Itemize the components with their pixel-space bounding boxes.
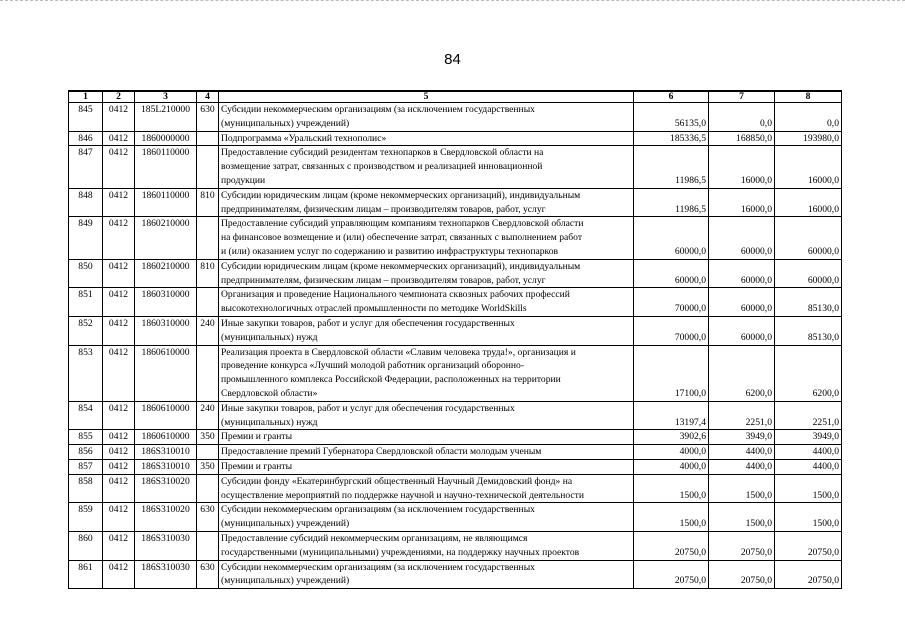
table-row xyxy=(69,131,842,146)
amount-col-6: 4000,0 xyxy=(634,459,709,474)
amount-col-7: 3949,0 xyxy=(709,430,775,445)
amount-col-6: 56135,0 xyxy=(634,103,709,132)
item-description xyxy=(219,503,634,532)
amount-col-7: 4400,0 xyxy=(709,445,775,460)
table-row xyxy=(69,259,842,288)
amount-col-6: 13197,4 xyxy=(634,401,709,430)
amount-col-6: 20750,0 xyxy=(634,531,709,560)
table-row xyxy=(69,345,842,401)
amount-col-8: 20750,0 xyxy=(775,560,842,589)
expense-type-code: 630 xyxy=(197,503,219,532)
description-line: Иные закупки товаров, работ и услуг для обеспечения государственных xyxy=(221,317,515,329)
amount-col-6: 70000,0 xyxy=(634,316,709,345)
amount-col-7: 168850,0 xyxy=(709,131,775,146)
description-line: и (или) оказанием услуг по содержанию и развитию инфраструктуры технопарков xyxy=(221,245,559,257)
row-number: 857 xyxy=(69,459,103,474)
amount-col-8: 16000,0 xyxy=(775,188,842,217)
header-row xyxy=(69,91,842,103)
description-line: Субсидии некоммерческим организациям (за исключением государственных xyxy=(221,504,535,516)
section-code: 0412 xyxy=(103,345,135,401)
description-line: проведение конкурса «Лучший молодой работник организаций оборонно- xyxy=(221,360,525,372)
amount-col-7: 1500,0 xyxy=(709,474,775,503)
amount-col-7: 2251,0 xyxy=(709,401,775,430)
target-article-code: 186S310010 xyxy=(135,459,197,474)
description-line: (муниципальных) учреждений) xyxy=(221,117,350,129)
target-article-code: 1860610000 xyxy=(135,430,197,445)
table-row xyxy=(69,103,842,132)
row-number: 848 xyxy=(69,188,103,217)
amount-col-8: 193980,0 xyxy=(775,131,842,146)
description-line: Предоставление субсидий некоммерческим организациям, не являющимся xyxy=(221,532,528,544)
row-number: 856 xyxy=(69,445,103,460)
row-number: 858 xyxy=(69,474,103,503)
description-line: Организация и проведение Национального чемпионата сквозных рабочих профессий xyxy=(221,289,570,301)
item-description xyxy=(219,531,634,560)
section-code: 0412 xyxy=(103,459,135,474)
section-code: 0412 xyxy=(103,503,135,532)
row-number: 853 xyxy=(69,345,103,401)
amount-col-7: 16000,0 xyxy=(709,188,775,217)
row-number: 861 xyxy=(69,560,103,589)
table-row xyxy=(69,560,842,589)
item-description xyxy=(219,560,634,589)
table-row xyxy=(69,445,842,460)
row-number: 845 xyxy=(69,103,103,132)
amount-col-8: 3949,0 xyxy=(775,430,842,445)
amount-col-6: 1500,0 xyxy=(634,503,709,532)
item-description xyxy=(219,146,634,188)
amount-col-8: 85130,0 xyxy=(775,316,842,345)
table-row xyxy=(69,146,842,188)
item-description xyxy=(219,259,634,288)
target-article-code: 1860310000 xyxy=(135,316,197,345)
target-article-code: 186S310020 xyxy=(135,503,197,532)
description-line: промышленного комплекса Российской Федерации, расположенных на территории xyxy=(221,374,561,386)
item-description xyxy=(219,316,634,345)
amount-col-6: 60000,0 xyxy=(634,259,709,288)
amount-col-8: 4400,0 xyxy=(775,445,842,460)
section-code: 0412 xyxy=(103,146,135,188)
description-line: Премии и гранты xyxy=(221,460,293,472)
amount-col-8: 1500,0 xyxy=(775,474,842,503)
amount-col-8: 1500,0 xyxy=(775,503,842,532)
target-article-code: 1860110000 xyxy=(135,188,197,217)
item-description xyxy=(219,474,634,503)
table-row xyxy=(69,503,842,532)
amount-col-7: 60000,0 xyxy=(709,217,775,259)
budget-table xyxy=(68,90,842,589)
description-line: Субсидии некоммерческим организациям (за исключением государственных xyxy=(221,104,535,115)
column-header: 6 xyxy=(634,91,709,103)
amount-col-7: 6200,0 xyxy=(709,345,775,401)
amount-col-6: 185336,5 xyxy=(634,131,709,146)
description-line: на финансовое возмещение и (или) обеспечение затрат, связанных с выполнением работ xyxy=(221,232,583,244)
expense-type-code xyxy=(197,474,219,503)
amount-col-7: 1500,0 xyxy=(709,503,775,532)
amount-col-6: 11986,5 xyxy=(634,188,709,217)
expense-type-code xyxy=(197,345,219,401)
item-description xyxy=(219,103,634,132)
amount-col-7: 20750,0 xyxy=(709,560,775,589)
target-article-code: 1860610000 xyxy=(135,401,197,430)
target-article-code: 186S310010 xyxy=(135,445,197,460)
description-line: Подпрограмма «Уральский технополис» xyxy=(221,132,387,144)
target-article-code: 1860310000 xyxy=(135,288,197,317)
column-header: 5 xyxy=(219,91,634,103)
row-number: 859 xyxy=(69,503,103,532)
target-article-code: 1860610000 xyxy=(135,345,197,401)
amount-col-7: 16000,0 xyxy=(709,146,775,188)
table-row xyxy=(69,459,842,474)
description-line: Субсидии юридическим лицам (кроме некоммерческих организаций), индивидуальным xyxy=(221,260,581,272)
amount-col-8: 16000,0 xyxy=(775,146,842,188)
row-number: 847 xyxy=(69,146,103,188)
page-number: 84 xyxy=(444,51,461,68)
target-article-code: 186S310030 xyxy=(135,531,197,560)
item-description xyxy=(219,401,634,430)
expense-type-code xyxy=(197,146,219,188)
column-header: 7 xyxy=(709,91,775,103)
amount-col-8: 60000,0 xyxy=(775,217,842,259)
description-line: Иные закупки товаров, работ и услуг для обеспечения государственных xyxy=(221,402,515,414)
page-edge xyxy=(0,0,905,2)
table-body xyxy=(69,103,842,589)
target-article-code: 1860210000 xyxy=(135,217,197,259)
description-line: (муниципальных) нужд xyxy=(221,416,318,428)
row-number: 846 xyxy=(69,131,103,146)
row-number: 849 xyxy=(69,217,103,259)
expense-type-code xyxy=(197,445,219,460)
column-header: 1 xyxy=(69,91,103,103)
amount-col-8: 6200,0 xyxy=(775,345,842,401)
target-article-code: 1860210000 xyxy=(135,259,197,288)
amount-col-7: 60000,0 xyxy=(709,259,775,288)
expense-type-code: 350 xyxy=(197,459,219,474)
expense-type-code xyxy=(197,217,219,259)
section-code: 0412 xyxy=(103,401,135,430)
column-header: 2 xyxy=(103,91,135,103)
row-number: 855 xyxy=(69,430,103,445)
description-line: Предоставление субсидий управляющим компаниям технопарков Свердловской области xyxy=(221,218,584,230)
description-line: высокотехнологичных отраслей промышленности по методике WorldSkills xyxy=(221,303,527,315)
expense-type-code: 240 xyxy=(197,316,219,345)
table-row xyxy=(69,316,842,345)
table-row xyxy=(69,217,842,259)
table-row xyxy=(69,288,842,317)
row-number: 860 xyxy=(69,531,103,560)
target-article-code: 186S310030 xyxy=(135,560,197,589)
description-line: (муниципальных) учреждений) xyxy=(221,575,350,587)
table-row xyxy=(69,474,842,503)
section-code: 0412 xyxy=(103,316,135,345)
section-code: 0412 xyxy=(103,560,135,589)
table-row xyxy=(69,430,842,445)
target-article-code: 1860000000 xyxy=(135,131,197,146)
amount-col-8: 60000,0 xyxy=(775,259,842,288)
description-line: возмещение затрат, связанных с производством и реализацией инновационной xyxy=(221,161,543,173)
description-line: Предоставление премий Губернатора Свердловской области молодым ученым xyxy=(221,446,542,458)
amount-col-6: 17100,0 xyxy=(634,345,709,401)
amount-col-6: 4000,0 xyxy=(634,445,709,460)
expense-type-code: 630 xyxy=(197,103,219,132)
description-line: (муниципальных) нужд xyxy=(221,331,318,343)
amount-col-8: 85130,0 xyxy=(775,288,842,317)
table-row xyxy=(69,531,842,560)
row-number: 851 xyxy=(69,288,103,317)
amount-col-8: 4400,0 xyxy=(775,459,842,474)
amount-col-8: 2251,0 xyxy=(775,401,842,430)
column-header: 3 xyxy=(135,91,197,103)
amount-col-6: 1500,0 xyxy=(634,474,709,503)
item-description xyxy=(219,131,634,146)
expense-type-code: 630 xyxy=(197,560,219,589)
section-code: 0412 xyxy=(103,474,135,503)
item-description xyxy=(219,188,634,217)
amount-col-7: 20750,0 xyxy=(709,531,775,560)
amount-col-7: 4400,0 xyxy=(709,459,775,474)
expense-type-code xyxy=(197,531,219,560)
item-description xyxy=(219,217,634,259)
expense-type-code xyxy=(197,288,219,317)
description-line: государственными (муниципальными) учреждениями, на поддержку научных проектов xyxy=(221,546,580,558)
section-code: 0412 xyxy=(103,288,135,317)
section-code: 0412 xyxy=(103,531,135,560)
description-line: продукции xyxy=(221,174,266,186)
column-header: 4 xyxy=(197,91,219,103)
expense-type-code xyxy=(197,131,219,146)
target-article-code: 186S310020 xyxy=(135,474,197,503)
table-row xyxy=(69,401,842,430)
section-code: 0412 xyxy=(103,430,135,445)
item-description xyxy=(219,345,634,401)
description-line: Свердловской области» xyxy=(221,387,318,399)
description-line: (муниципальных) учреждений) xyxy=(221,518,350,530)
description-line: Субсидии юридическим лицам (кроме некоммерческих организаций), индивидуальным xyxy=(221,189,581,201)
section-code: 0412 xyxy=(103,445,135,460)
description-line: осуществление мероприятий по поддержке научной и научно-технической деятельности xyxy=(221,489,585,501)
amount-col-6: 60000,0 xyxy=(634,217,709,259)
amount-col-6: 11986,5 xyxy=(634,146,709,188)
description-line: Предоставление субсидий резидентам технопарков в Свердловской области на xyxy=(221,147,544,159)
amount-col-6: 20750,0 xyxy=(634,560,709,589)
table-row xyxy=(69,188,842,217)
section-code: 0412 xyxy=(103,217,135,259)
row-number: 850 xyxy=(69,259,103,288)
amount-col-8: 0,0 xyxy=(775,103,842,132)
item-description xyxy=(219,445,634,460)
amount-col-8: 20750,0 xyxy=(775,531,842,560)
amount-col-6: 70000,0 xyxy=(634,288,709,317)
section-code: 0412 xyxy=(103,103,135,132)
item-description xyxy=(219,459,634,474)
expense-type-code: 350 xyxy=(197,430,219,445)
expense-type-code: 810 xyxy=(197,259,219,288)
expense-type-code: 810 xyxy=(197,188,219,217)
column-header: 8 xyxy=(775,91,842,103)
item-description xyxy=(219,430,634,445)
description-line: Субсидии фонду «Екатеринбургский общественный Научный Демидовский фонд» на xyxy=(221,475,573,487)
description-line: Реализация проекта в Свердловской области «Славим человека труда!», организация и xyxy=(221,346,576,358)
section-code: 0412 xyxy=(103,188,135,217)
expense-type-code: 240 xyxy=(197,401,219,430)
amount-col-7: 0,0 xyxy=(709,103,775,132)
description-line: Субсидии некоммерческим организациям (за исключением государственных xyxy=(221,561,535,573)
amount-col-7: 60000,0 xyxy=(709,316,775,345)
description-line: предпринимателям, физическим лицам – производителям товаров, работ, услуг xyxy=(221,274,546,286)
target-article-code: 1860110000 xyxy=(135,146,197,188)
section-code: 0412 xyxy=(103,259,135,288)
item-description xyxy=(219,288,634,317)
amount-col-7: 60000,0 xyxy=(709,288,775,317)
description-line: Премии и гранты xyxy=(221,431,293,443)
section-code: 0412 xyxy=(103,131,135,146)
row-number: 854 xyxy=(69,401,103,430)
description-line: предпринимателям, физическим лицам – производителям товаров, работ, услуг xyxy=(221,203,546,215)
amount-col-6: 3902,6 xyxy=(634,430,709,445)
row-number: 852 xyxy=(69,316,103,345)
target-article-code: 185L210000 xyxy=(135,103,197,132)
